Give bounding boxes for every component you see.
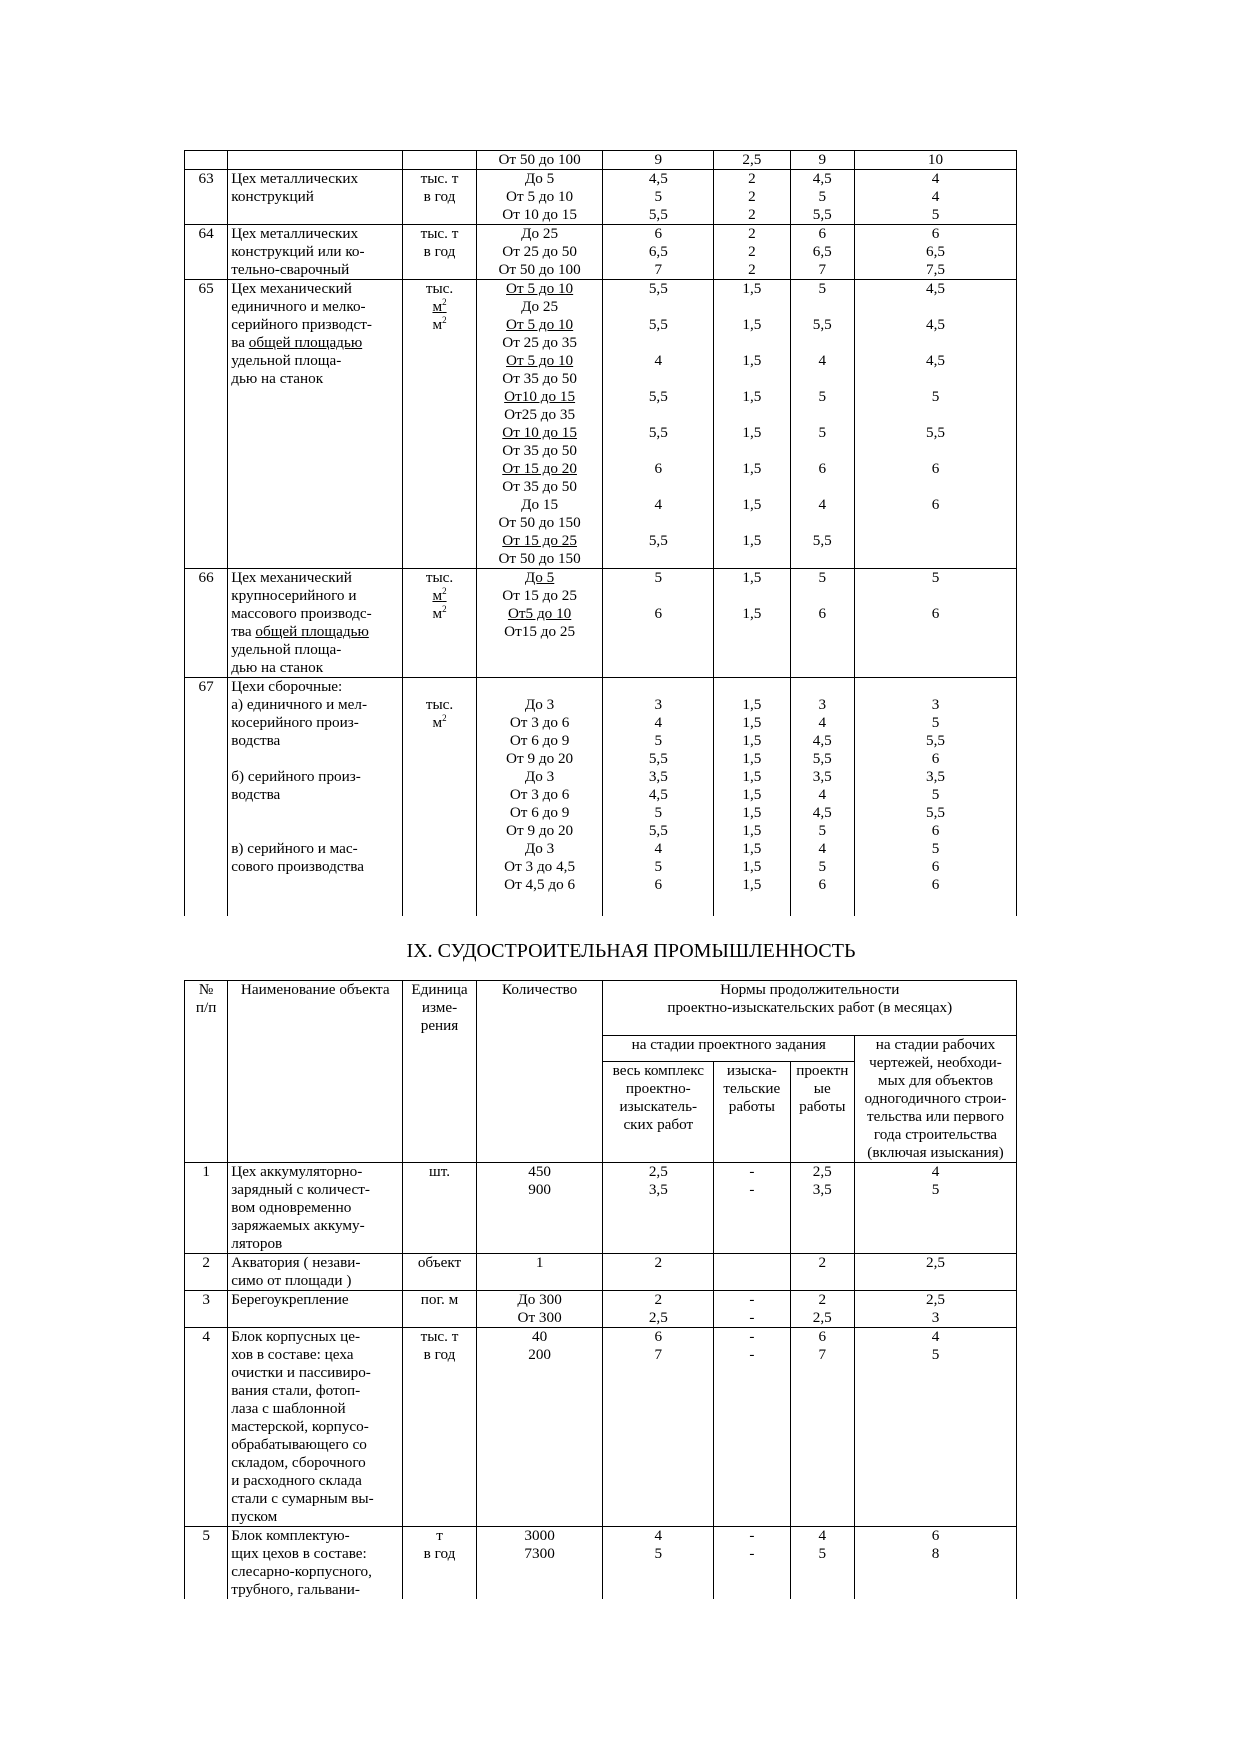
survey-value: 1,5 1,5 — [714, 569, 790, 678]
table-row — [185, 225, 1017, 280]
design-value: 6 7 — [790, 1328, 854, 1527]
unit: тыс. т в год — [403, 1328, 476, 1527]
object-name — [228, 151, 403, 170]
object-name: Блок комплектую- щих цехов в составе: слесарно-корпусного, трубного, гальвани- — [228, 1527, 403, 1600]
table-row — [185, 1328, 1017, 1527]
survey-value: - - — [714, 1291, 790, 1328]
unit: т в год — [403, 1527, 476, 1600]
quantity-range: От 50 до 150 — [498, 514, 581, 531]
row-number: 3 — [185, 1291, 228, 1328]
full-complex-value: 4 5 — [603, 1527, 714, 1600]
row-number: 65 — [185, 280, 228, 569]
survey-value: 2,5 — [714, 151, 790, 170]
object-name: Цех металлических конструкций — [228, 170, 403, 225]
design-value: 3 4 4,5 5,5 3,5 4 4,5 5 4 5 6 — [790, 678, 854, 895]
row-number: 67 — [185, 678, 228, 895]
quantity-range: От 35 до 50 — [502, 442, 577, 459]
section-heading: IX. СУДОСТРОИТЕЛЬНАЯ ПРОМЫШЛЕННОСТЬ — [406, 940, 856, 962]
quantity: До 300 От 300 — [476, 1291, 603, 1328]
working-drawings-value: 10 — [854, 151, 1016, 170]
header-norms: Нормы продолжительности проектно-изыскательских работ (в месяцах) — [603, 981, 1017, 1036]
quantity-range: От 5 до 10 — [506, 316, 574, 333]
working-drawings-value: 4 5 — [854, 1328, 1016, 1527]
object-name: Цехи сборочные: а) единичного и мел- косерийного произ- водства б) серийного произ- водства в) серийного и мас- сового производства — [228, 678, 403, 895]
unit: тыс. т в год — [403, 225, 476, 280]
unit: объект — [403, 1254, 476, 1291]
survey-value: 2 2 2 — [714, 225, 790, 280]
row-number — [185, 151, 228, 170]
table-row — [185, 151, 1017, 170]
object-name: Цех металлических конструкций или ко- тельно-сварочный — [228, 225, 403, 280]
row-number: 66 — [185, 569, 228, 678]
full-complex-value: 2 — [603, 1254, 714, 1291]
header-stage-project: на стадии проектного задания — [603, 1036, 854, 1062]
header-quantity: Количество — [476, 981, 603, 1163]
working-drawings-value: 2,5 3 — [854, 1291, 1016, 1328]
design-value: 2 2,5 — [790, 1291, 854, 1328]
quantity-list — [476, 280, 603, 569]
survey-value — [714, 1254, 790, 1291]
survey-value: - - — [714, 1527, 790, 1600]
full-complex-value: 6 7 — [603, 1328, 714, 1527]
quantity-range: От10 до 15 — [504, 388, 576, 405]
row-number: 1 — [185, 1163, 228, 1254]
header-design: проектн ые работы — [790, 1062, 854, 1163]
full-complex-value: 4,5 5 5,5 — [603, 170, 714, 225]
object-name: Цех механический единичного и мелко- серийного призводст- ва общей площадью удельной площа- дью на станок — [228, 280, 403, 569]
object-name: Берегоукрепление — [228, 1291, 403, 1328]
survey-value: - - — [714, 1328, 790, 1527]
object-name: Цех аккумуляторно- зарядный с количест- вом одновременно заряжаемых аккуму- ляторов — [228, 1163, 403, 1254]
quantity-range: До 25 — [521, 298, 559, 315]
quantity-range: От 35 до 50 — [502, 370, 577, 387]
table-continuation — [184, 150, 1017, 916]
header-full-complex: весь комплекс проектно- изыскатель- ских работ — [603, 1062, 714, 1163]
working-drawings-value: 6 8 — [854, 1527, 1016, 1600]
full-complex-value: 2 2,5 — [603, 1291, 714, 1328]
table-row — [185, 170, 1017, 225]
survey-value: - - — [714, 1163, 790, 1254]
survey-value: 1,5 1,5 1,5 1,5 1,5 1,5 1,5 1,5 1,5 1,5 1,5 — [714, 678, 790, 895]
object-name: Цех механический крупносерийного и массового производс- тва общей площадью удельной площа- дью на станок — [228, 569, 403, 678]
unit: тыс. $м^2$ — [403, 678, 476, 895]
design-value: 4,5 5 5,5 — [790, 170, 854, 225]
quantity-range: От 25 до 35 — [502, 334, 577, 351]
quantity-range: От 15 до 25 — [502, 587, 577, 604]
quantity: От 50 до 100 — [476, 151, 603, 170]
full-complex-value: 3 4 5 5,5 3,5 4,5 5 5,5 4 5 6 — [603, 678, 714, 895]
unit: пог. м — [403, 1291, 476, 1328]
full-complex-value: 6 6,5 7 — [603, 225, 714, 280]
quantity-range: От 5 до 10 — [506, 352, 574, 369]
quantity: 40 200 — [476, 1328, 603, 1527]
row-number: 64 — [185, 225, 228, 280]
unit: тыс. $м^2$ $м^2$ — [403, 569, 476, 678]
quantity-list — [476, 569, 603, 678]
unit: тыс. $м^2$ $м^2$ — [403, 280, 476, 569]
quantity: До 25 От 25 до 50 От 50 до 100 — [476, 225, 603, 280]
shipbuilding-norms-table — [184, 980, 1017, 1599]
table-row — [185, 569, 1017, 678]
quantity-range: От 15 до 25 — [502, 532, 577, 549]
row-number: 63 — [185, 170, 228, 225]
quantity-range: До 5 — [524, 569, 555, 586]
table-row — [185, 1163, 1017, 1254]
working-drawings-value: 4 5 — [854, 1163, 1016, 1254]
object-name: Блок корпусных це- хов в составе: цеха очистки и пассивиро- вания стали, фотоп- лаза с шаблонной мастерской, корпусо- обрабатывающего со складом, сборочного и расходного склада стали с сумарным вы- пуском — [228, 1328, 403, 1527]
design-value: 5 6 — [790, 569, 854, 678]
working-drawings-value: 4 4 5 — [854, 170, 1016, 225]
row-number: 5 — [185, 1527, 228, 1600]
unit: шт. — [403, 1163, 476, 1254]
quantity-range: От 15 до 20 — [502, 460, 577, 477]
table-row — [185, 1254, 1017, 1291]
unit: тыс. т в год — [403, 170, 476, 225]
header-number: № п/п — [185, 981, 228, 1163]
quantity-range: От25 до 35 — [504, 406, 576, 423]
header-unit: Единица изме- рения — [403, 981, 476, 1163]
quantity: До 5 От 5 до 10 От 10 до 15 — [476, 170, 603, 225]
design-value: 2,5 3,5 — [790, 1163, 854, 1254]
working-drawings-value: 3 5 5,5 6 3,5 5 5,5 6 5 6 6 — [854, 678, 1016, 895]
table-row — [185, 1291, 1017, 1328]
full-complex-value: 5 6 — [603, 569, 714, 678]
design-value: 5 5,5 4 5 5 6 4 5,5 — [790, 280, 854, 569]
header-name: Наименование объекта — [228, 981, 403, 1163]
design-value: 4 5 — [790, 1527, 854, 1600]
row-number: 4 — [185, 1328, 228, 1527]
row-number: 2 — [185, 1254, 228, 1291]
survey-value: 1,5 1,5 1,5 1,5 1,5 1,5 1,5 1,5 — [714, 280, 790, 569]
quantity-range: До 15 — [521, 496, 559, 513]
design-value: 2 — [790, 1254, 854, 1291]
table-row — [185, 678, 1017, 895]
full-complex-value: 5,5 5,5 4 5,5 5,5 6 4 5,5 — [603, 280, 714, 569]
working-drawings-value: 4,5 4,5 4,5 5 5,5 6 6 — [854, 280, 1016, 569]
working-drawings-value: 5 6 — [854, 569, 1016, 678]
quantity: 3000 7300 — [476, 1527, 603, 1600]
header-survey: изыска- тельские работы — [714, 1062, 790, 1163]
working-drawings-value: 6 6,5 7,5 — [854, 225, 1016, 280]
quantity: 1 — [476, 1254, 603, 1291]
table-row-spacer — [185, 894, 1017, 916]
quantity-range: От 10 до 15 — [502, 424, 577, 441]
quantity: До 3 От 3 до 6 От 6 до 9 От 9 до 20 До 3 От 3 до 6 От 6 до 9 От 9 до 20 До 3 От 3 до 4,5 От 4,5 до 6 — [476, 678, 603, 895]
quantity-range: От 35 до 50 — [502, 478, 577, 495]
design-value: 9 — [790, 151, 854, 170]
quantity-range: От 5 до 10 — [506, 280, 574, 297]
survey-value: 2 2 2 — [714, 170, 790, 225]
working-drawings-value: 2,5 — [854, 1254, 1016, 1291]
quantity-range: От15 до 25 — [504, 623, 576, 640]
design-value: 6 6,5 7 — [790, 225, 854, 280]
header-row — [185, 981, 1017, 1036]
table-row — [185, 280, 1017, 569]
full-complex-value: 2,5 3,5 — [603, 1163, 714, 1254]
full-complex-value: 9 — [603, 151, 714, 170]
quantity-range: От 50 до 150 — [498, 550, 581, 567]
quantity-range: От5 до 10 — [507, 605, 572, 622]
quantity: 450 900 — [476, 1163, 603, 1254]
header-stage-working: на стадии рабочих чертежей, необходи- мых для объектов одногодичного строи- тельства или первого года строительства (включая изыскания) — [854, 1036, 1016, 1163]
table-row — [185, 1527, 1017, 1600]
unit — [403, 151, 476, 170]
object-name: Акватория ( незави- симо от площади ) — [228, 1254, 403, 1291]
